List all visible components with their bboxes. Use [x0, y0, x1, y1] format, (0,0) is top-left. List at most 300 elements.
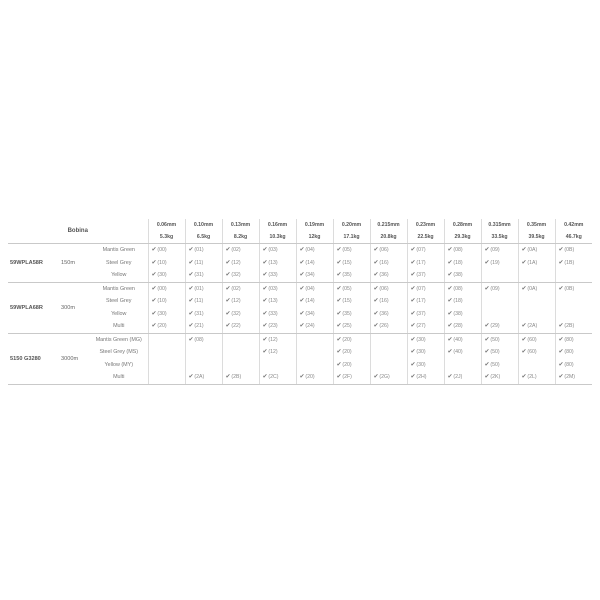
availability-cell [555, 359, 592, 372]
diameter-header: 0.42mm [555, 219, 592, 231]
checkmark-icon: ✔ [410, 374, 416, 381]
checkmark-icon: ✔ [373, 298, 379, 305]
item-code: (10) [157, 259, 167, 266]
availability-cell [444, 333, 481, 346]
availability-cell [185, 257, 222, 270]
checkmark-icon: ✔ [262, 374, 268, 381]
checkmark-icon: ✔ [373, 374, 379, 381]
item-code: (04) [305, 285, 315, 292]
availability-cell [407, 359, 444, 372]
item-code: (34) [305, 310, 315, 317]
item-code: (32) [231, 310, 241, 317]
availability-cell [333, 333, 370, 346]
availability-cell [370, 257, 407, 270]
table-body [8, 244, 592, 385]
item-code: (15) [342, 298, 352, 305]
item-code: (22) [231, 323, 241, 330]
item-code: (04) [305, 247, 315, 254]
checkmark-icon: ✔ [447, 298, 453, 305]
availability-cell [518, 359, 555, 372]
availability-cell [407, 269, 444, 282]
checkmark-icon: ✔ [336, 349, 342, 356]
checkmark-icon: ✔ [447, 285, 453, 292]
availability-cell [185, 359, 222, 372]
table-row [8, 346, 592, 359]
item-code: (20) [157, 323, 167, 330]
checkmark-icon: ✔ [336, 374, 342, 381]
item-code: (10) [157, 298, 167, 305]
availability-cell [222, 308, 259, 321]
checkmark-icon: ✔ [299, 374, 305, 381]
item-code: (36) [379, 272, 389, 279]
availability-cell [222, 257, 259, 270]
item-code: (16) [379, 298, 389, 305]
item-code: (37) [416, 272, 426, 279]
availability-cell [148, 346, 185, 359]
availability-cell [148, 282, 185, 295]
header-row-diameter [8, 219, 592, 231]
item-code: (35) [342, 310, 352, 317]
checkmark-icon: ✔ [188, 285, 194, 292]
item-code: (30) [416, 349, 426, 356]
checkmark-icon: ✔ [373, 272, 379, 279]
availability-cell [259, 282, 296, 295]
item-code: (2J) [453, 374, 463, 381]
availability-cell [481, 295, 518, 308]
checkmark-icon: ✔ [484, 374, 490, 381]
checkmark-icon: ✔ [262, 298, 268, 305]
availability-cell [407, 371, 444, 384]
checkmark-icon: ✔ [484, 349, 490, 356]
table-row [8, 320, 592, 333]
availability-cell [518, 282, 555, 295]
item-code: (08) [453, 285, 463, 292]
availability-cell [148, 257, 185, 270]
availability-cell [148, 308, 185, 321]
color-name: Yellow (MY) [104, 361, 134, 368]
color-name: Mantis Green [102, 285, 135, 292]
checkmark-icon: ✔ [558, 323, 564, 330]
availability-cell [481, 333, 518, 346]
checkmark-icon: ✔ [336, 285, 342, 292]
checkmark-icon: ✔ [484, 361, 490, 368]
item-code: (18) [453, 298, 463, 305]
checkmark-icon: ✔ [262, 259, 268, 266]
availability-cell [444, 308, 481, 321]
availability-cell [518, 269, 555, 282]
availability-cell [370, 346, 407, 359]
availability-cell [296, 269, 333, 282]
item-code: (20) [342, 361, 352, 368]
diameter-header: 0.315mm [481, 219, 518, 231]
availability-cell [148, 359, 185, 372]
availability-cell [222, 244, 259, 257]
availability-cell [296, 371, 333, 384]
checkmark-icon: ✔ [521, 336, 527, 343]
availability-cell [296, 320, 333, 333]
checkmark-icon: ✔ [262, 310, 268, 317]
availability-cell [222, 282, 259, 295]
availability-cell [370, 359, 407, 372]
checkmark-icon: ✔ [151, 272, 157, 279]
availability-cell [407, 295, 444, 308]
availability-cell [407, 308, 444, 321]
availability-cell [259, 269, 296, 282]
checkmark-icon: ✔ [151, 285, 157, 292]
availability-cell [333, 346, 370, 359]
item-code: (02) [231, 285, 241, 292]
item-code: (03) [268, 247, 278, 254]
item-code: (36) [379, 310, 389, 317]
item-code: (0B) [564, 285, 575, 292]
availability-cell [333, 359, 370, 372]
item-code: (20) [342, 349, 352, 356]
checkmark-icon: ✔ [447, 247, 453, 254]
availability-cell [148, 333, 185, 346]
item-code: (50) [490, 349, 500, 356]
strength-header: 29.3kg [444, 231, 481, 244]
item-code: (23) [268, 323, 278, 330]
availability-cell [555, 257, 592, 270]
item-code: (60) [527, 336, 537, 343]
availability-cell [518, 320, 555, 333]
spool-length: 3000m [60, 333, 90, 384]
item-code: (11) [194, 259, 204, 266]
checkmark-icon: ✔ [484, 323, 490, 330]
checkmark-icon: ✔ [225, 374, 231, 381]
strength-header: 6.5kg [185, 231, 222, 244]
item-code: (17) [416, 259, 426, 266]
item-code: (2G) [379, 374, 390, 381]
availability-cell [259, 308, 296, 321]
item-code: (20) [305, 374, 315, 381]
availability-cell [555, 269, 592, 282]
checkmark-icon: ✔ [447, 374, 453, 381]
availability-cell [259, 333, 296, 346]
item-code: (13) [268, 298, 278, 305]
availability-cell [407, 320, 444, 333]
checkmark-icon: ✔ [262, 336, 268, 343]
availability-cell [222, 269, 259, 282]
item-code: (00) [157, 285, 167, 292]
checkmark-icon: ✔ [521, 323, 527, 330]
checkmark-icon: ✔ [299, 247, 305, 254]
model-code: 59WPLA68R [8, 282, 60, 333]
checkmark-icon: ✔ [151, 298, 157, 305]
availability-cell [259, 295, 296, 308]
availability-cell [444, 282, 481, 295]
checkmark-icon: ✔ [410, 272, 416, 279]
checkmark-icon: ✔ [188, 298, 194, 305]
strength-header: 8.2kg [222, 231, 259, 244]
availability-cell [444, 359, 481, 372]
availability-cell [296, 346, 333, 359]
diameter-header: 0.35mm [518, 219, 555, 231]
checkmark-icon: ✔ [188, 272, 194, 279]
checkmark-icon: ✔ [188, 374, 194, 381]
color-name: Multi [90, 320, 148, 333]
item-code: (1A) [527, 259, 538, 266]
availability-cell [259, 371, 296, 384]
availability-cell [259, 257, 296, 270]
availability-cell [370, 320, 407, 333]
availability-cell [481, 257, 518, 270]
checkmark-icon: ✔ [484, 247, 490, 254]
diameter-header: 0.23mm [407, 219, 444, 231]
availability-cell [518, 308, 555, 321]
availability-cell [148, 295, 185, 308]
item-code: (2K) [490, 374, 501, 381]
item-code: (31) [194, 272, 204, 279]
item-code: (09) [490, 285, 500, 292]
availability-cell [259, 244, 296, 257]
item-code: (2B) [231, 374, 242, 381]
checkmark-icon: ✔ [410, 285, 416, 292]
availability-cell [481, 320, 518, 333]
availability-cell [555, 295, 592, 308]
checkmark-icon: ✔ [521, 374, 527, 381]
availability-cell [481, 371, 518, 384]
checkmark-icon: ✔ [447, 259, 453, 266]
checkmark-icon: ✔ [558, 247, 564, 254]
diameter-header: 0.10mm [185, 219, 222, 231]
item-code: (24) [305, 323, 315, 330]
item-code: (05) [342, 247, 352, 254]
item-code: (08) [453, 247, 463, 254]
color-name: Multi [90, 371, 148, 384]
item-code: (17) [416, 298, 426, 305]
checkmark-icon: ✔ [558, 374, 564, 381]
table-row [8, 308, 592, 321]
bobina-header: Bobina [8, 219, 148, 244]
item-code: (40) [453, 336, 463, 343]
checkmark-icon: ✔ [336, 259, 342, 266]
checkmark-icon: ✔ [151, 323, 157, 330]
item-code: (30) [416, 361, 426, 368]
checkmark-icon: ✔ [188, 323, 194, 330]
availability-cell [296, 282, 333, 295]
availability-cell [370, 269, 407, 282]
item-code: (33) [268, 310, 278, 317]
availability-cell [148, 244, 185, 257]
availability-cell [333, 244, 370, 257]
diameter-header: 0.28mm [444, 219, 481, 231]
checkmark-icon: ✔ [373, 323, 379, 330]
availability-cell [222, 333, 259, 346]
item-code: (00) [157, 247, 167, 254]
availability-cell [296, 308, 333, 321]
checkmark-icon: ✔ [558, 285, 564, 292]
availability-cell [370, 308, 407, 321]
item-code: (06) [379, 285, 389, 292]
item-code: (31) [194, 310, 204, 317]
availability-cell [222, 295, 259, 308]
spool-length: 300m [60, 282, 90, 333]
availability-cell [481, 359, 518, 372]
item-code: (01) [194, 285, 204, 292]
item-code: (2C) [268, 374, 279, 381]
strength-header: 46.7kg [555, 231, 592, 244]
item-code: (07) [416, 285, 426, 292]
availability-cell [518, 371, 555, 384]
availability-cell [370, 295, 407, 308]
color-name: Steel Grey [106, 298, 132, 305]
checkmark-icon: ✔ [299, 323, 305, 330]
availability-cell [407, 333, 444, 346]
strength-header: 10.3kg [259, 231, 296, 244]
availability-cell [259, 346, 296, 359]
checkmark-icon: ✔ [262, 272, 268, 279]
availability-cell [555, 282, 592, 295]
checkmark-icon: ✔ [336, 336, 342, 343]
table-row [8, 359, 592, 372]
item-code: (02) [231, 247, 241, 254]
checkmark-icon: ✔ [336, 310, 342, 317]
checkmark-icon: ✔ [188, 310, 194, 317]
item-code: (29) [490, 323, 500, 330]
item-code: (26) [379, 323, 389, 330]
table-row [8, 282, 592, 295]
checkmark-icon: ✔ [299, 272, 305, 279]
checkmark-icon: ✔ [373, 285, 379, 292]
item-code: (30) [157, 272, 167, 279]
availability-cell [518, 333, 555, 346]
checkmark-icon: ✔ [225, 247, 231, 254]
item-code: (07) [416, 247, 426, 254]
table-row [8, 244, 592, 257]
availability-cell [407, 282, 444, 295]
checkmark-icon: ✔ [225, 259, 231, 266]
checkmark-icon: ✔ [410, 336, 416, 343]
availability-cell [185, 295, 222, 308]
availability-cell [148, 320, 185, 333]
item-code: (27) [416, 323, 426, 330]
diameter-header: 0.19mm [296, 219, 333, 231]
table-row [8, 257, 592, 270]
availability-cell [333, 257, 370, 270]
item-code: (0A) [527, 247, 538, 254]
availability-cell [481, 269, 518, 282]
availability-cell [222, 359, 259, 372]
checkmark-icon: ✔ [299, 310, 305, 317]
checkmark-icon: ✔ [373, 259, 379, 266]
item-code: (14) [305, 298, 315, 305]
availability-cell [555, 244, 592, 257]
checkmark-icon: ✔ [188, 247, 194, 254]
availability-cell [518, 346, 555, 359]
color-name: Yellow [111, 310, 127, 317]
availability-cell [185, 346, 222, 359]
checkmark-icon: ✔ [336, 323, 342, 330]
availability-cell [518, 295, 555, 308]
item-code: (37) [416, 310, 426, 317]
checkmark-icon: ✔ [521, 285, 527, 292]
checkmark-icon: ✔ [299, 298, 305, 305]
strength-header: 22.5kg [407, 231, 444, 244]
color-name: Mantis Green (MG) [95, 336, 142, 343]
checkmark-icon: ✔ [299, 259, 305, 266]
diameter-header: 0.06mm [148, 219, 185, 231]
item-code: (12) [231, 298, 241, 305]
item-code: (2A) [527, 323, 538, 330]
item-code: (60) [527, 349, 537, 356]
availability-cell [481, 282, 518, 295]
checkmark-icon: ✔ [151, 247, 157, 254]
checkmark-icon: ✔ [558, 336, 564, 343]
checkmark-icon: ✔ [410, 298, 416, 305]
availability-cell [148, 269, 185, 282]
item-code: (20) [342, 336, 352, 343]
item-code: (21) [194, 323, 204, 330]
availability-cell [444, 371, 481, 384]
checkmark-icon: ✔ [262, 285, 268, 292]
checkmark-icon: ✔ [225, 310, 231, 317]
checkmark-icon: ✔ [484, 336, 490, 343]
item-code: (2H) [416, 374, 427, 381]
item-code: (12) [231, 259, 241, 266]
table-row [8, 371, 592, 384]
checkmark-icon: ✔ [484, 285, 490, 292]
item-code: (11) [194, 298, 204, 305]
availability-cell [259, 320, 296, 333]
color-name: Steel Grey (MS) [99, 349, 139, 356]
availability-cell [481, 346, 518, 359]
availability-cell [222, 346, 259, 359]
availability-cell [185, 269, 222, 282]
diameter-header: 0.13mm [222, 219, 259, 231]
strength-header: 12kg [296, 231, 333, 244]
item-code: (03) [268, 285, 278, 292]
color-name: Steel Grey [106, 259, 132, 266]
availability-cell [370, 371, 407, 384]
availability-cell [407, 257, 444, 270]
checkmark-icon: ✔ [225, 285, 231, 292]
checkmark-icon: ✔ [558, 361, 564, 368]
item-code: (18) [453, 259, 463, 266]
item-code: (01) [194, 247, 204, 254]
table-row [8, 333, 592, 346]
item-code: (32) [231, 272, 241, 279]
availability-cell [555, 333, 592, 346]
checkmark-icon: ✔ [262, 323, 268, 330]
item-code: (35) [342, 272, 352, 279]
availability-cell [222, 320, 259, 333]
checkmark-icon: ✔ [521, 349, 527, 356]
checkmark-icon: ✔ [447, 349, 453, 356]
availability-cell [259, 359, 296, 372]
checkmark-icon: ✔ [373, 310, 379, 317]
item-code: (38) [453, 310, 463, 317]
checkmark-icon: ✔ [262, 349, 268, 356]
availability-cell [185, 333, 222, 346]
availability-cell [481, 244, 518, 257]
availability-cell [296, 359, 333, 372]
item-code: (13) [268, 259, 278, 266]
checkmark-icon: ✔ [410, 259, 416, 266]
checkmark-icon: ✔ [225, 272, 231, 279]
item-code: (25) [342, 323, 352, 330]
item-code: (40) [453, 349, 463, 356]
availability-cell [370, 282, 407, 295]
checkmark-icon: ✔ [521, 259, 527, 266]
diameter-header: 0.20mm [333, 219, 370, 231]
availability-cell [148, 371, 185, 384]
checkmark-icon: ✔ [336, 272, 342, 279]
item-code: (06) [379, 247, 389, 254]
availability-cell [481, 308, 518, 321]
item-code: (80) [564, 361, 574, 368]
availability-cell [296, 295, 333, 308]
